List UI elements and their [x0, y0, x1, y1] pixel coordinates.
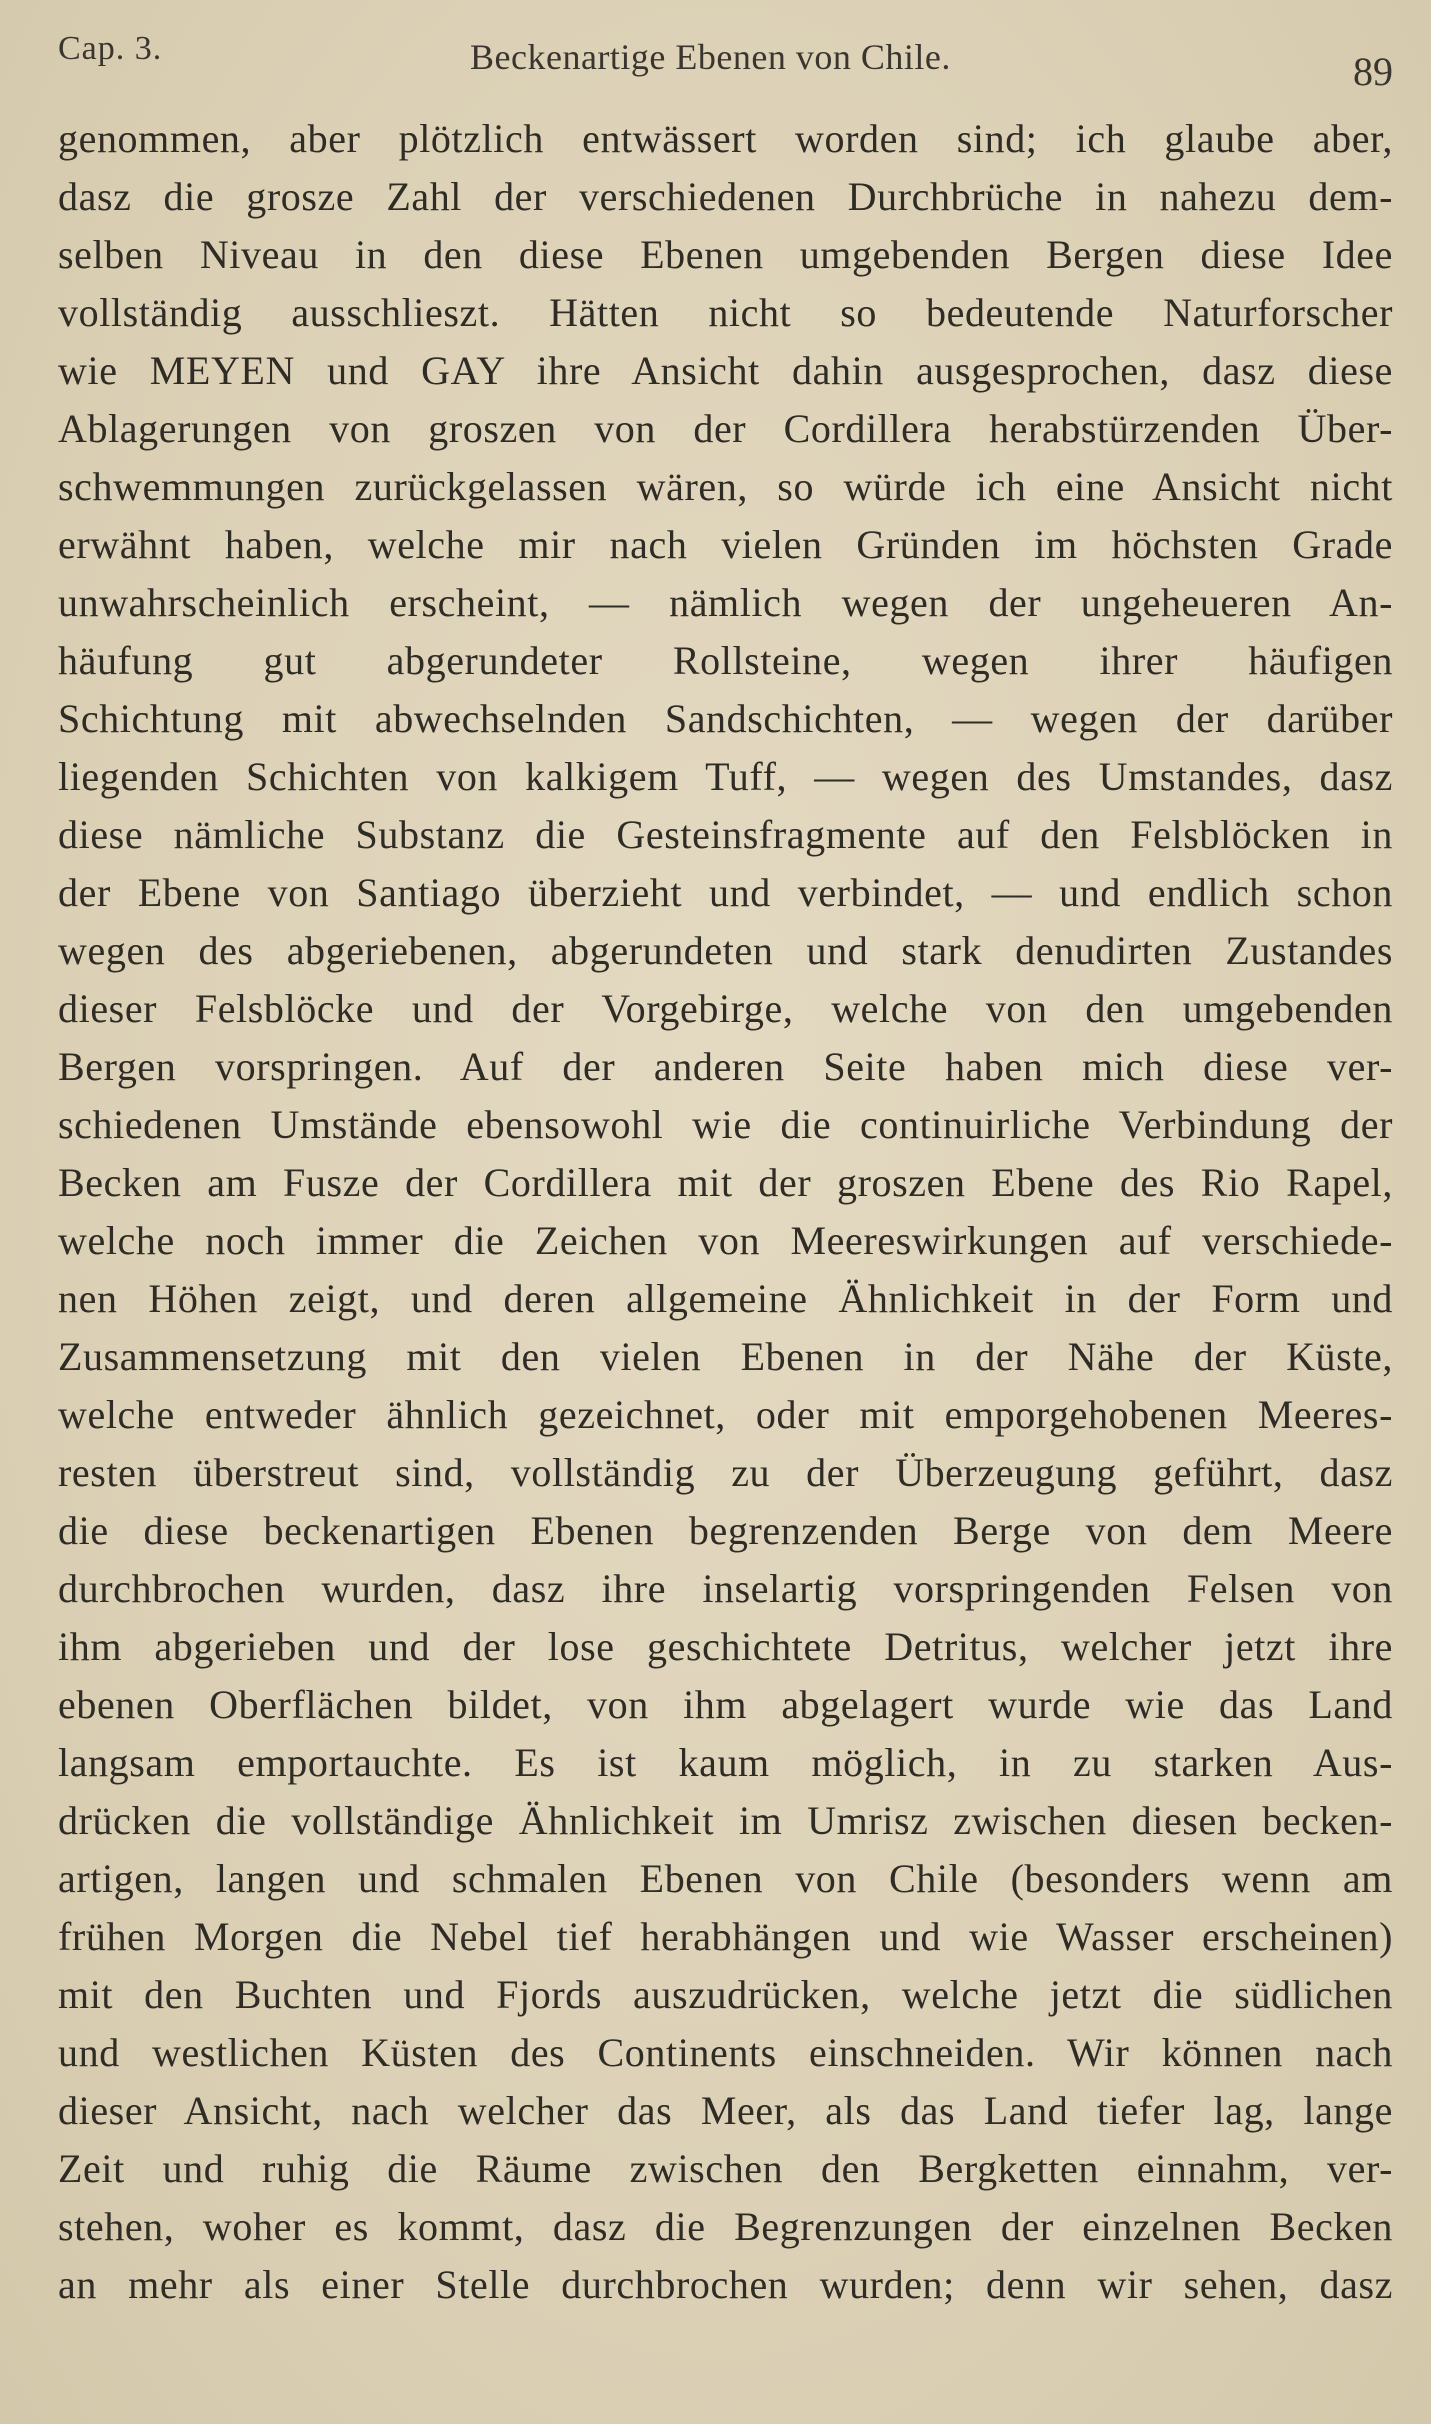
text-line: und westlichen Küsten des Continents einschneiden. Wir können nach — [58, 2030, 1393, 2075]
text-line: Bergen vorspringen. Auf der anderen Seite haben mich diese ver- — [58, 1044, 1393, 1089]
text-line: drücken die vollständige Ähnlichkeit im Umrisz zwischen diesen becken- — [58, 1798, 1393, 1843]
text-line: häufung gut abgerundeter Rollsteine, wegen ihrer häufigen — [58, 638, 1393, 683]
text-line: langsam emportauchte. Es ist kaum möglich, in zu starken Aus- — [58, 1740, 1393, 1785]
text-line: welche noch immer die Zeichen von Meereswirkungen auf verschiede- — [58, 1218, 1393, 1263]
text-line: ihm abgerieben und der lose geschichtete Detritus, welcher jetzt ihre — [58, 1624, 1393, 1669]
text-line: dieser Felsblöcke und der Vorgebirge, welche von den umgebenden — [58, 986, 1393, 1031]
text-line: selben Niveau in den diese Ebenen umgebenden Bergen diese Idee — [58, 232, 1393, 277]
text-line: nen Höhen zeigt, und deren allgemeine Ähnlichkeit in der Form und — [58, 1276, 1393, 1321]
text-line: wegen des abgeriebenen, abgerundeten und stark denudirten Zustandes — [58, 928, 1393, 973]
page-header — [58, 30, 1393, 94]
text-line: die diese beckenartigen Ebenen begrenzenden Berge von dem Meere — [58, 1508, 1393, 1553]
text-line: artigen, langen und schmalen Ebenen von Chile (besonders wenn am — [58, 1856, 1393, 1901]
text-line: erwähnt haben, welche mir nach vielen Gründen im höchsten Grade — [58, 522, 1393, 567]
text-line: dasz die grosze Zahl der verschiedenen Durchbrüche in nahezu dem- — [58, 174, 1393, 219]
text-line: vollständig ausschlieszt. Hätten nicht so bedeutende Naturforscher — [58, 290, 1393, 335]
text-line: welche entweder ähnlich gezeichnet, oder mit emporgehobenen Meeres- — [58, 1392, 1393, 1437]
text-line: Zusammensetzung mit den vielen Ebenen in der Nähe der Küste, — [58, 1334, 1393, 1379]
page-number: 89 — [1353, 49, 1393, 94]
text-line: liegenden Schichten von kalkigem Tuff, — wegen des Umstandes, dasz — [58, 754, 1393, 799]
text-line: diese nämliche Substanz die Gesteinsfragmente auf den Felsblöcken in — [58, 812, 1393, 857]
text-line: stehen, woher es kommt, dasz die Begrenzungen der einzelnen Becken — [58, 2204, 1393, 2249]
text-line: wie MEYEN und GAY ihre Ansicht dahin ausgesprochen, dasz diese — [58, 348, 1393, 393]
text-line: Schichtung mit abwechselnden Sandschichten, — wegen der darüber — [58, 696, 1393, 741]
text-line: an mehr als einer Stelle durchbrochen wurden; denn wir sehen, dasz — [58, 2262, 1393, 2307]
text-line: schiedenen Umstände ebensowohl wie die continuirliche Verbindung der — [58, 1102, 1393, 1147]
text-line: ebenen Oberflächen bildet, von ihm abgelagert wurde wie das Land — [58, 1682, 1393, 1727]
chapter-label: Cap. 3. — [58, 30, 163, 67]
text-line: genommen, aber plötzlich entwässert worden sind; ich glaube aber, — [58, 116, 1393, 161]
text-line: durchbrochen wurden, dasz ihre inselartig vorspringenden Felsen von — [58, 1566, 1393, 1611]
text-line: schwemmungen zurückgelassen wären, so würde ich eine Ansicht nicht — [58, 464, 1393, 509]
text-line: Becken am Fusze der Cordillera mit der groszen Ebene des Rio Rapel, — [58, 1160, 1393, 1205]
text-line: unwahrscheinlich erscheint, — nämlich wegen der ungeheueren An- — [58, 580, 1393, 625]
text-line: Zeit und ruhig die Räume zwischen den Bergketten einnahm, ver- — [58, 2146, 1393, 2191]
running-title: Beckenartige Ebenen von Chile. — [470, 37, 951, 77]
text-line: der Ebene von Santiago überzieht und verbindet, — und endlich schon — [58, 870, 1393, 915]
text-line: mit den Buchten und Fjords auszudrücken, welche jetzt die südlichen — [58, 1972, 1393, 2017]
text-line: frühen Morgen die Nebel tief herabhängen und wie Wasser erscheinen) — [58, 1914, 1393, 1959]
text-line: Ablagerungen von groszen von der Cordillera herabstürzenden Über- — [58, 406, 1393, 451]
text-line: dieser Ansicht, nach welcher das Meer, als das Land tiefer lag, lange — [58, 2088, 1393, 2133]
body-text — [58, 110, 1393, 2314]
text-line: resten überstreut sind, vollständig zu der Überzeugung geführt, dasz — [58, 1450, 1393, 1495]
